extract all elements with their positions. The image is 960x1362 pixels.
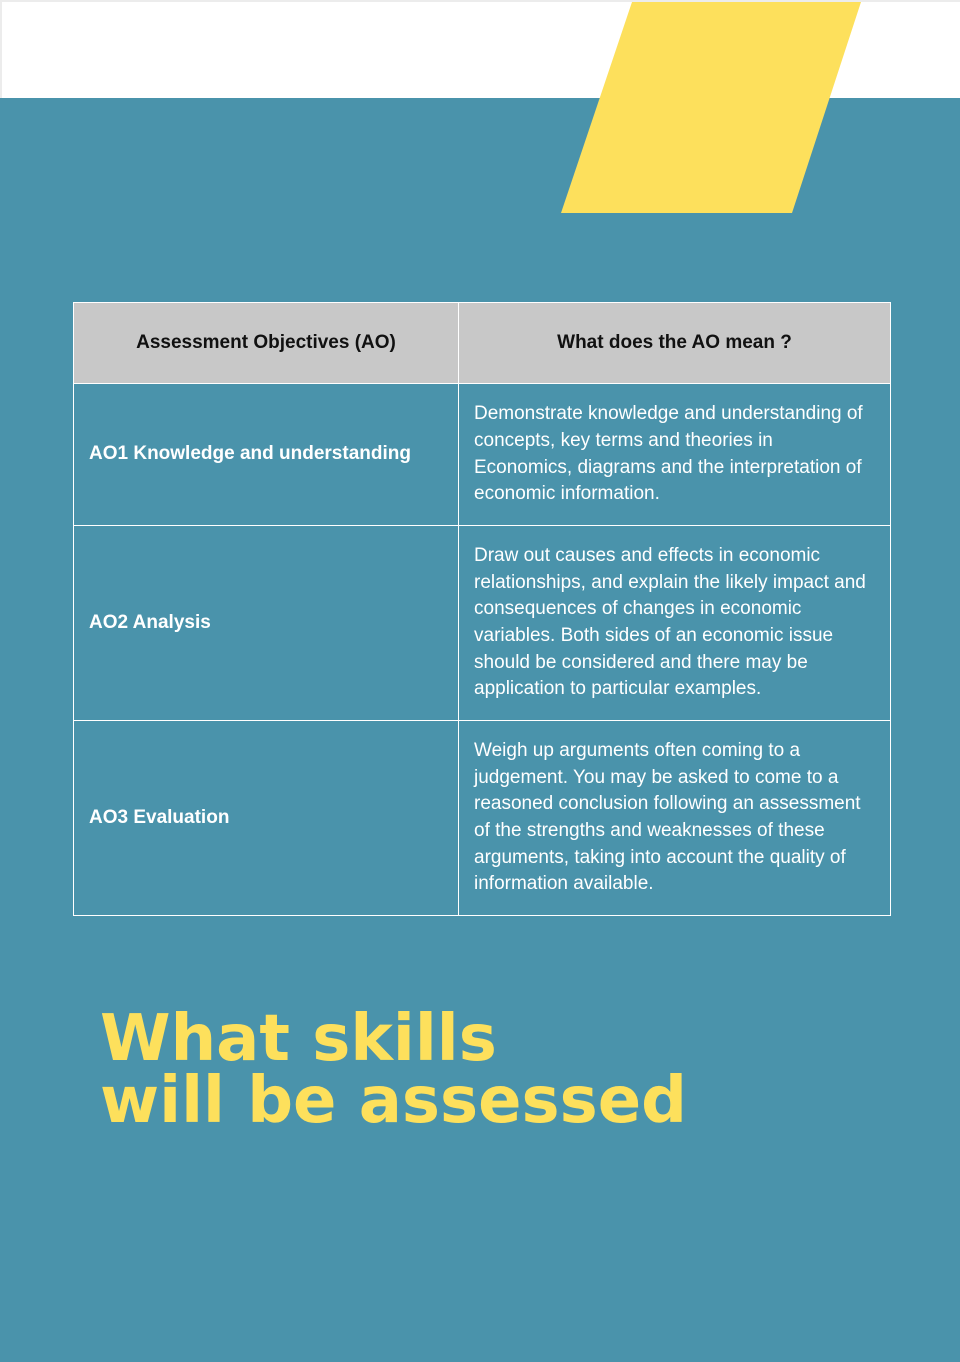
table-row <box>74 721 891 916</box>
objective-cell: AO1 Knowledge and understanding <box>74 384 459 526</box>
column-header-meaning: What does the AO mean ? <box>459 303 891 384</box>
headline-line-1: What skills <box>100 1002 497 1076</box>
meaning-cell: Demonstrate knowledge and understanding of concepts, key terms and theories in Economics, diagrams and the interpretation of economic information. <box>459 384 891 526</box>
meaning-cell: Draw out causes and effects in economic relationships, and explain the likely impact and consequences of changes in economic variables. Both sides of an economic issue should be considered and there may be application to particular examples. <box>459 526 891 721</box>
objective-cell: AO2 Analysis <box>74 526 459 721</box>
column-header-objective: Assessment Objectives (AO) <box>74 303 459 384</box>
table-row <box>74 384 891 526</box>
objective-cell: AO3 Evaluation <box>74 721 459 916</box>
assessment-objectives-table <box>73 302 891 916</box>
top-white-band <box>0 0 960 98</box>
table-header-row <box>74 303 891 384</box>
meaning-cell: Weigh up arguments often coming to a judgement. You may be asked to come to a reasoned conclusion following an assessment of the strengths and weaknesses of these arguments, taking into account the quality of information available. <box>459 721 891 916</box>
table-row <box>74 526 891 721</box>
headline-line-2: will be assessed <box>100 1064 687 1138</box>
page-headline <box>100 1002 687 1138</box>
